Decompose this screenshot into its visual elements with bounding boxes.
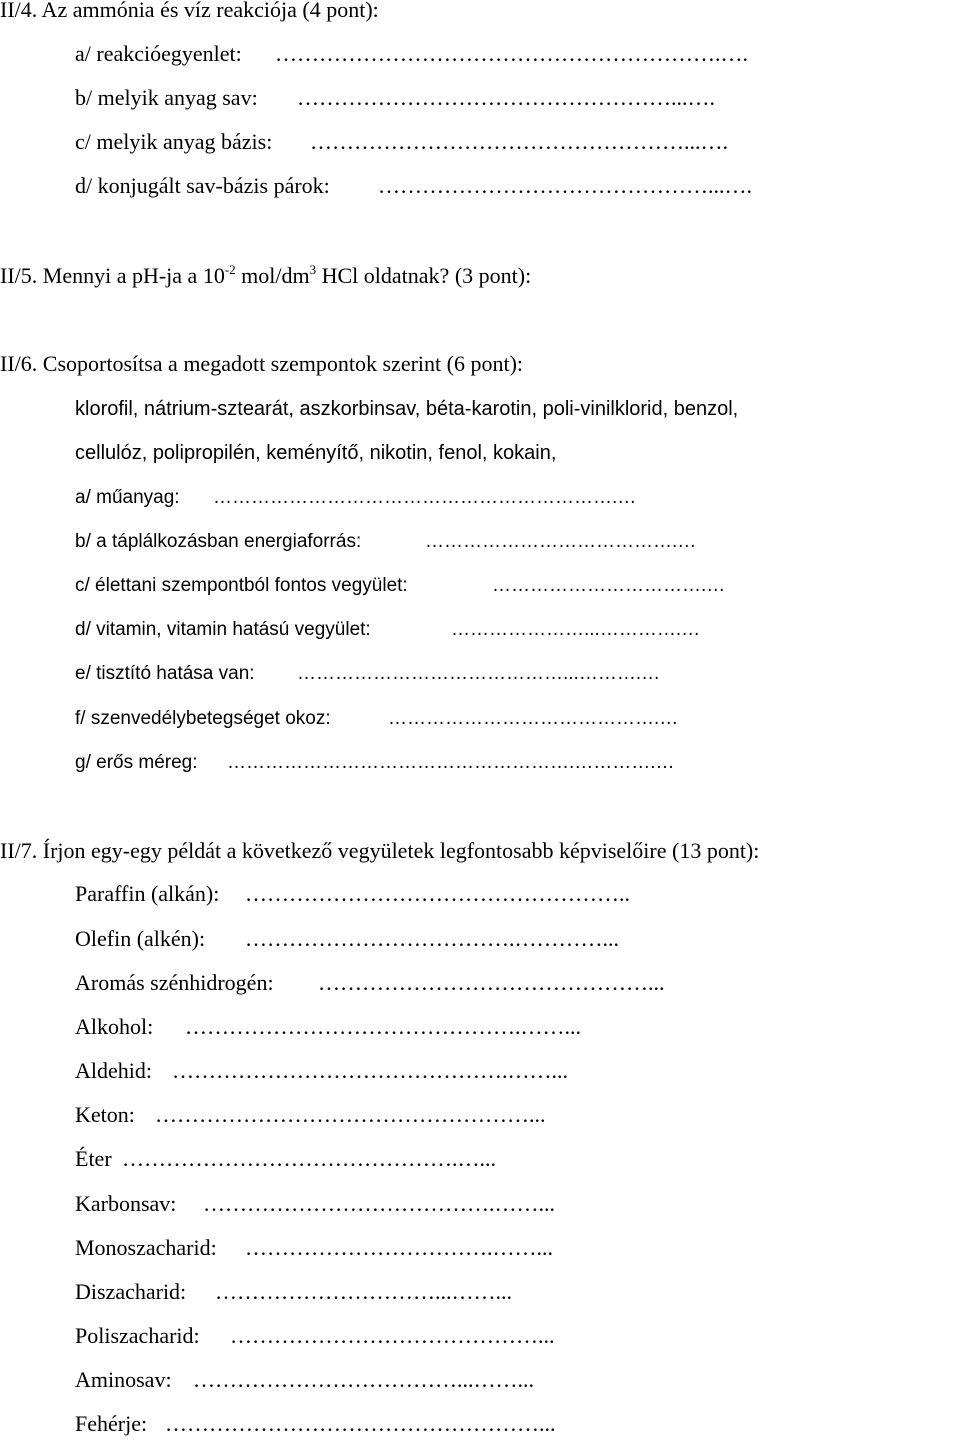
q7-item-ketone-label: Keton:	[75, 1102, 135, 1127]
q6-item-g-answer-field[interactable]: ……………………………………………….………….…	[227, 752, 675, 773]
q7-item-monosaccharide	[75, 1234, 217, 1262]
q4-item-a-label: a/ reakcióegyenlet:	[75, 41, 242, 66]
q5-exponent-1: -2	[224, 262, 236, 277]
q7-item-aldehyde-answer-field[interactable]: ……………………………………….……...	[172, 1058, 568, 1083]
q7-item-olefin-label: Olefin (alkén):	[75, 926, 206, 951]
q6-item-d-answer-field[interactable]: …………………...………….…	[451, 619, 701, 640]
q7-item-paraffin-label: Paraffin (alkán):	[75, 881, 220, 906]
q6-item-e	[75, 660, 255, 688]
q6-item-f	[75, 705, 331, 733]
q4-item-b-label: b/ melyik anyag sav:	[75, 85, 258, 110]
q7-item-protein-answer-field[interactable]: ……………………………………………...	[165, 1411, 556, 1436]
q7-item-paraffin-answer-field[interactable]: ……………………………………………..	[245, 881, 630, 906]
q7-item-carboxylic-acid	[75, 1190, 176, 1218]
q7-item-aromatic	[75, 969, 274, 997]
q6-list-line-2: cellulóz, polipropilén, keményítő, nikotin, fenol, kokain,	[75, 442, 557, 464]
q6-item-b-answer-field[interactable]: ………………………………….…	[425, 531, 697, 552]
q7-item-carboxylic-acid-label: Karbonsav:	[75, 1191, 177, 1216]
q6-item-e-label: e/ tisztító hatása van:	[75, 663, 255, 684]
q6-item-f-answer-field[interactable]: …………………………………….…	[388, 708, 679, 729]
q7-item-amino-acid-label: Aminosav:	[75, 1367, 172, 1392]
q7-item-monosaccharide-label: Monoszacharid:	[75, 1235, 217, 1260]
q7-item-ether-answer-field[interactable]: ……………………………………….…...	[122, 1146, 496, 1171]
q5-exponent-2: 3	[309, 262, 317, 277]
q7-item-alcohol	[75, 1013, 153, 1041]
q6-item-c	[75, 572, 408, 600]
question-4-title: II/4. Az ammónia és víz reakciója (4 pont):	[0, 0, 379, 22]
q4-item-d-label: d/ konjugált sav-bázis párok:	[75, 173, 330, 198]
q7-item-ether	[75, 1145, 112, 1173]
q4-item-a	[75, 40, 242, 68]
q6-item-d-label: d/ vitamin, vitamin hatású vegyület:	[75, 619, 371, 640]
q7-item-ether-label: Éter	[75, 1146, 112, 1171]
q7-item-paraffin	[75, 880, 219, 908]
q7-item-amino-acid	[75, 1366, 172, 1394]
q5-suffix: HCl oldatnak? (3 pont):	[316, 263, 532, 288]
q6-item-c-label: c/ élettani szempontból fontos vegyület:	[75, 575, 408, 596]
question-7-title: II/7. Írjon egy-egy példát a következő vegyületek legfontosabb képviselőire (13 pont):	[0, 838, 760, 863]
q4-item-c-label: c/ melyik anyag bázis:	[75, 129, 273, 154]
q7-item-aldehyde	[75, 1057, 152, 1085]
q7-item-disaccharide-answer-field[interactable]: …………………………...……...	[215, 1279, 512, 1304]
q7-item-olefin-answer-field[interactable]: ……………………………….…………...	[245, 926, 619, 951]
q6-item-a-label: a/ műanyag:	[75, 487, 180, 508]
q6-item-a	[75, 484, 180, 512]
q6-item-a-answer-field[interactable]: ……………………………………………………….…	[213, 487, 637, 508]
q5-prefix: II/5. Mennyi a pH-ja a 10	[0, 263, 225, 288]
q4-item-b	[75, 84, 258, 112]
q4-item-d-answer-field[interactable]: ………………………………………...….	[378, 173, 752, 198]
q4-item-a-answer-field[interactable]: …………………………………………………….….	[275, 41, 748, 66]
q6-item-d	[75, 616, 371, 644]
q7-item-polysaccharide-label: Poliszacharid:	[75, 1323, 200, 1348]
q6-item-c-answer-field[interactable]: …………………………….…	[492, 575, 726, 596]
q7-item-olefin	[75, 925, 205, 953]
q7-item-aldehyde-label: Aldehid:	[75, 1058, 152, 1083]
q4-item-c-answer-field[interactable]: ……………………………………………...….	[310, 129, 728, 154]
q7-item-aromatic-answer-field[interactable]: ………………………………………...	[318, 970, 665, 995]
q5-mid: mol/dm	[235, 263, 310, 288]
question-5-title	[0, 262, 531, 290]
q6-item-g	[75, 749, 198, 777]
q7-item-polysaccharide-answer-field[interactable]: ……………………………………...	[230, 1323, 555, 1348]
q7-item-amino-acid-answer-field[interactable]: ………………………………...……...	[193, 1367, 534, 1392]
q6-list-line-1: klorofil, nátrium-sztearát, aszkorbinsav, béta-karotin, poli-vinilklorid, benzol,	[75, 398, 739, 420]
q7-item-disaccharide	[75, 1278, 186, 1306]
q7-item-monosaccharide-answer-field[interactable]: …………………………….……...	[245, 1235, 553, 1260]
q7-item-alcohol-answer-field[interactable]: ……………………………………….……...	[185, 1014, 581, 1039]
question-6-title: II/6. Csoportosítsa a megadott szempontok szerint (6 pont):	[0, 351, 524, 376]
q7-item-ketone	[75, 1101, 135, 1129]
q6-item-f-label: f/ szenvedélybetegséget okoz:	[75, 708, 331, 729]
q6-item-b-label: b/ a táplálkozásban energiaforrás:	[75, 531, 362, 552]
q4-item-d	[75, 172, 330, 200]
q7-item-protein-label: Fehérje:	[75, 1411, 148, 1436]
q7-item-polysaccharide	[75, 1322, 200, 1350]
q7-item-aromatic-label: Aromás szénhidrogén:	[75, 970, 274, 995]
q4-item-b-answer-field[interactable]: ……………………………………………...….	[297, 85, 715, 110]
q7-item-protein	[75, 1410, 147, 1438]
q7-item-alcohol-label: Alkohol:	[75, 1014, 154, 1039]
q4-item-c	[75, 128, 272, 156]
q7-item-ketone-answer-field[interactable]: ……………………………………………...	[155, 1102, 546, 1127]
q7-item-carboxylic-acid-answer-field[interactable]: ………………………………….……...	[203, 1191, 555, 1216]
q6-item-b	[75, 528, 361, 556]
q6-item-e-answer-field[interactable]: ……………………………………...……….…	[297, 663, 661, 684]
q6-item-g-label: g/ erős méreg:	[75, 752, 198, 773]
q7-item-disaccharide-label: Diszacharid:	[75, 1279, 187, 1304]
